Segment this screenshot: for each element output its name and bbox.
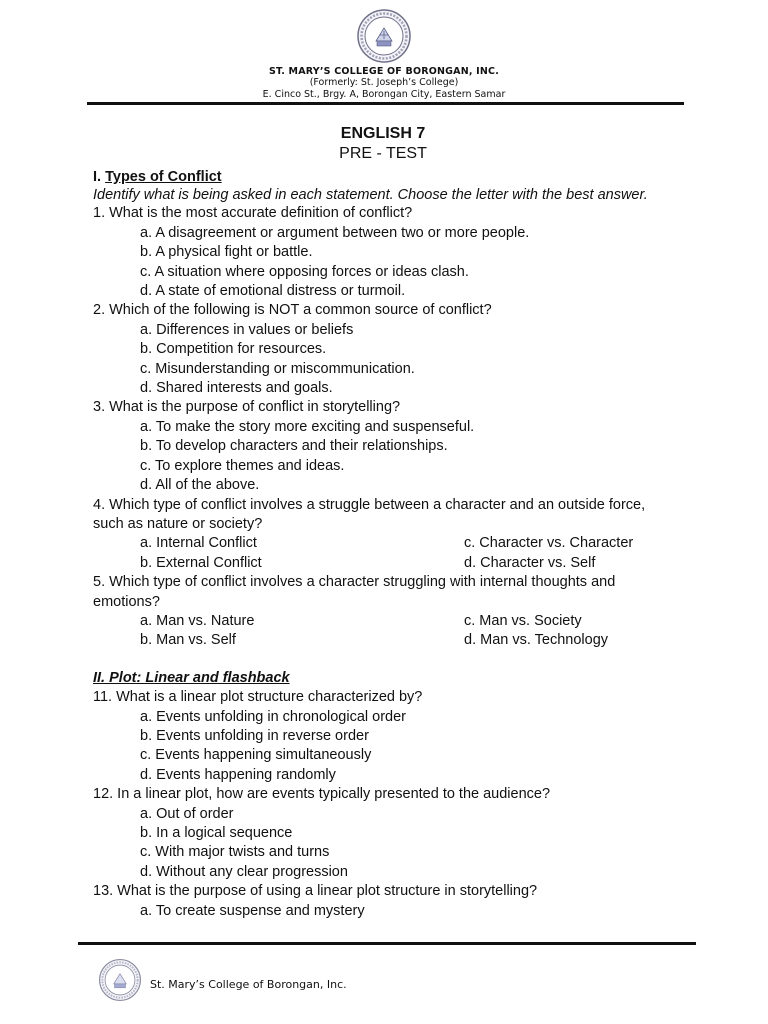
q1-option-a: a. A disagreement or argument between two or more people. [140,224,530,241]
q2-option-c: c. Misunderstanding or miscommunication. [140,360,415,377]
test-body [93,124,673,921]
school-address: E. Cinco St., Brgy. A, Borongan City, Eastern Samar [262,89,506,100]
q2-option-b: b. Competition for resources. [140,341,327,358]
q1-option-c: c. A situation where opposing forces or ideas clash. [140,263,469,280]
question-12: 12. In a linear plot, how are events typically presented to the audience? [93,786,551,803]
q5-option-d: d. Man vs. Technology [464,632,609,649]
q4-option-d: d. Character vs. Self [464,554,596,571]
question-2: 2. Which of the following is NOT a common source of conflict? [93,302,492,319]
q4-option-b: b. External Conflict [140,554,262,571]
q4-options-row-1 [93,534,673,553]
section-2-heading: II. Plot: Linear and flashback [93,669,290,686]
question-13: 13. What is the purpose of using a linear plot structure in storytelling? [93,883,538,900]
school-seal-icon [356,8,412,64]
page-title: ENGLISH 7 [340,125,426,142]
q2-option-d: d. Shared interests and goals. [140,380,333,397]
q1-option-d: d. A state of emotional distress or turmoil. [140,283,406,300]
footer-divider [78,942,696,945]
q3-option-c: c. To explore themes and ideas. [140,457,345,474]
q11-option-d: d. Events happening randomly [140,766,336,783]
question-5: 5. Which type of conflict involves a character struggling with internal thoughts and emotions? [93,574,616,610]
q5-options-row-1 [93,612,673,631]
q4-options-row-2 [93,554,673,573]
letterhead [0,8,768,101]
q12-option-b: b. In a logical sequence [140,825,293,841]
question-3: 3. What is the purpose of conflict in storytelling? [93,399,401,416]
q12-option-c: c. With major twists and turns [140,844,330,861]
q11-option-c: c. Events happening simultaneously [140,747,372,764]
school-name: ST. MARY’S COLLEGE OF BORONGAN, INC. [268,66,500,77]
page-footer [98,958,347,1002]
q11-option-b: b. Events unfolding in reverse order [140,727,369,744]
q3-option-a: a. To make the story more exciting and suspenseful. [140,418,475,435]
question-1: 1. What is the most accurate definition of conflict? [93,205,413,222]
q12-option-d: d. Without any clear progression [140,863,348,880]
page-subtitle: PRE - TEST [339,145,427,162]
section-1-instructions: Identify what is being asked in each statement. Choose the letter with the best answer. [93,187,648,204]
header-divider [87,102,684,105]
q3-option-b: b. To develop characters and their relationships. [140,438,448,455]
footer-school-name: St. Mary’s College of Borongan, Inc. [150,977,347,991]
q5-option-a: a. Man vs. Nature [140,612,255,629]
question-4: 4. Which type of conflict involves a struggle between a character and an outside force, such as nature or society? [93,496,646,532]
q5-option-b: b. Man vs. Self [140,632,236,649]
q11-option-a: a. Events unfolding in chronological order [140,708,406,725]
q5-options-row-2 [93,631,673,650]
section-1-heading: I. Types of Conflict [93,169,222,185]
school-seal-icon [98,958,142,1002]
q13-option-a: a. To create suspense and mystery [140,902,365,919]
school-former-name: (Formerly: St. Joseph’s College) [309,77,459,88]
q12-option-a: a. Out of order [140,805,234,822]
question-11: 11. What is a linear plot structure characterized by? [93,689,423,706]
q5-option-c: c. Man vs. Society [464,612,582,629]
q4-option-c: c. Character vs. Character [464,535,634,552]
q1-option-b: b. A physical fight or battle. [140,244,313,261]
q3-option-d: d. All of the above. [140,477,260,494]
q4-option-a: a. Internal Conflict [140,535,257,552]
q2-option-a: a. Differences in values or beliefs [140,321,354,338]
